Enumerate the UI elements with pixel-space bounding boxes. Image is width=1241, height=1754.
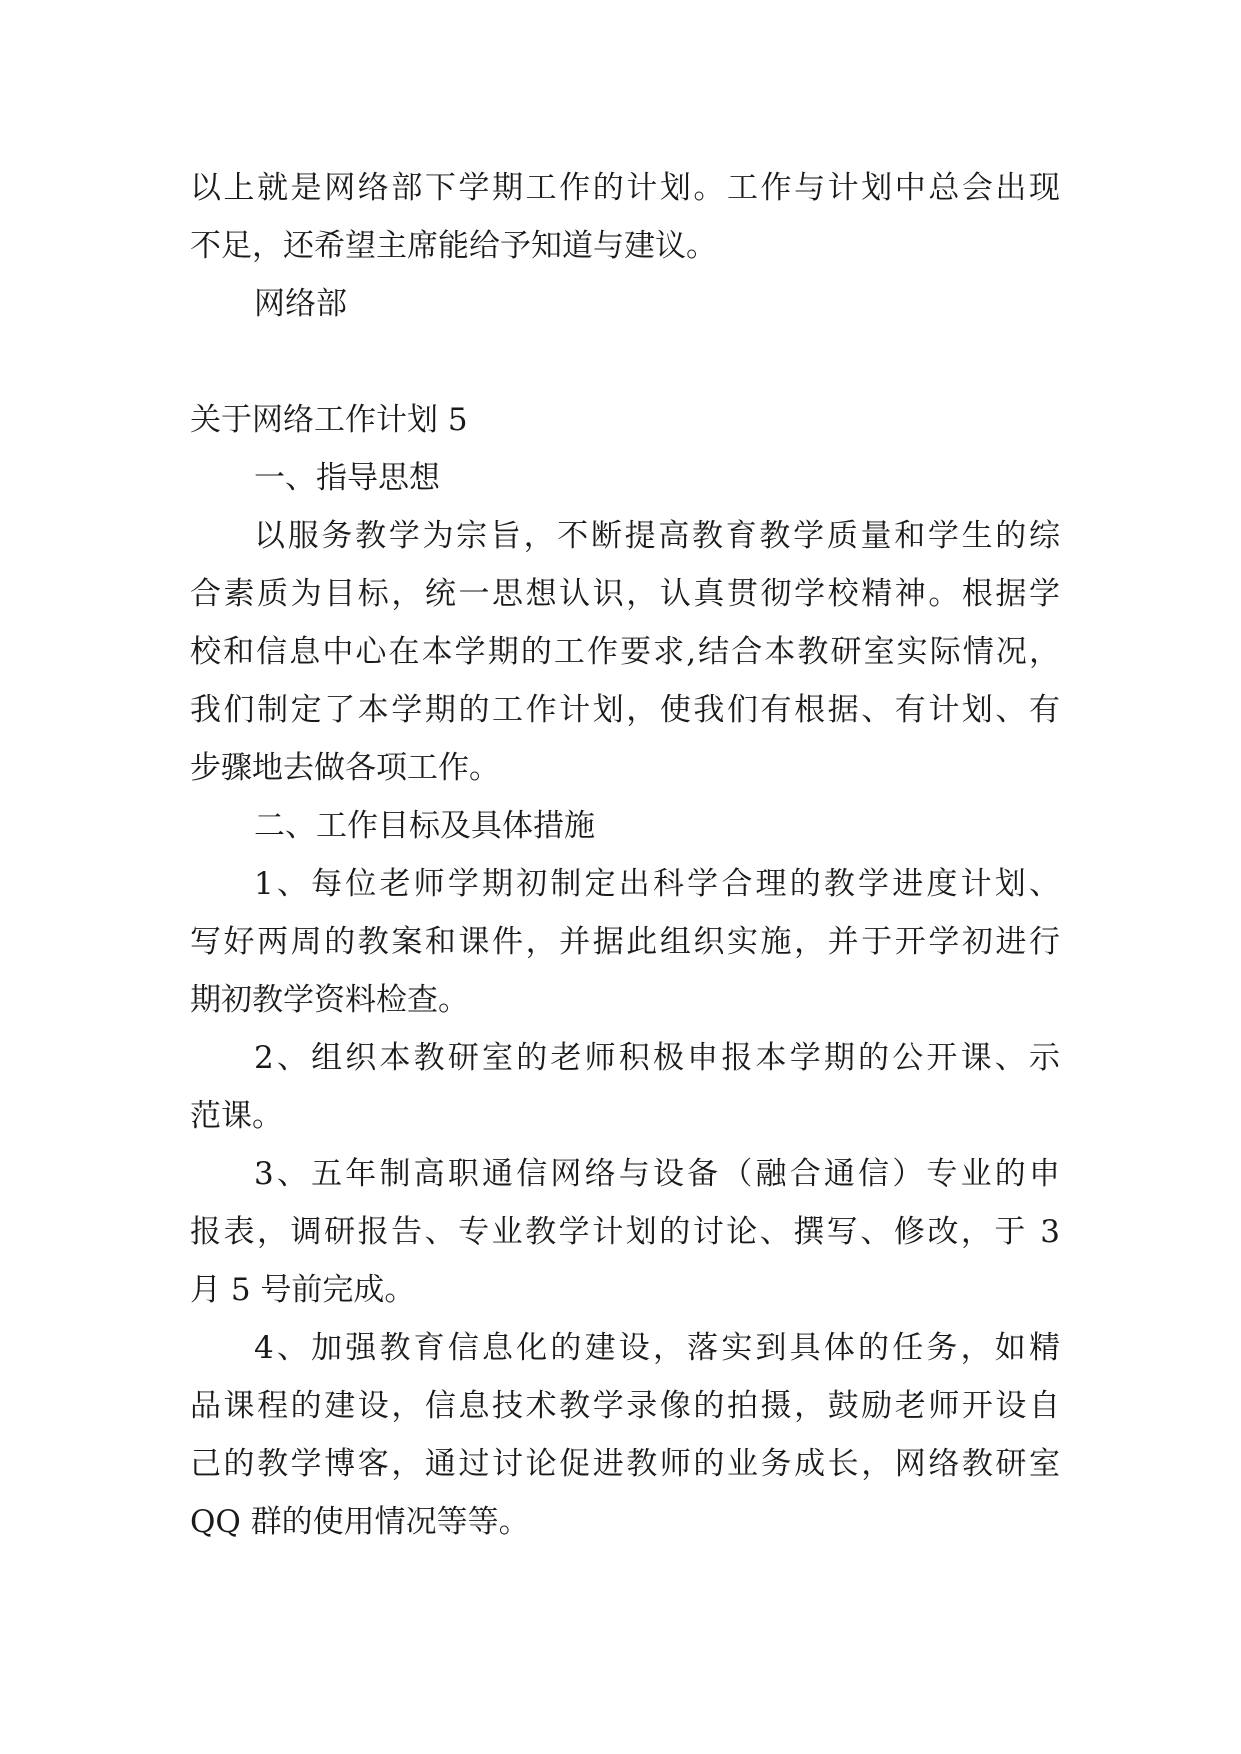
text-line: 期初教学资料检查。 (190, 982, 469, 1018)
text-line: 己的教学博客，通过讨论促进教师的业务成长，网络教研室 (190, 1446, 1060, 1482)
text-line: 月 5 号前完成。 (190, 1272, 416, 1308)
text-line: 2、组织本教研室的老师积极申报本学期的公开课、示 (254, 1040, 1060, 1076)
text-line: 3、五年制高职通信网络与设备（融合通信）专业的申 (254, 1156, 1060, 1192)
text-line: 报表，调研报告、专业教学计划的讨论、撰写、修改，于 3 (190, 1214, 1060, 1250)
text-line: 合素质为目标，统一思想认识，认真贯彻学校精神。根据学 (190, 576, 1060, 612)
signature-line: 网络部 (254, 286, 347, 322)
text-line: 4、加强教育信息化的建设，落实到具体的任务，如精 (254, 1330, 1060, 1366)
text-line: 1、每位老师学期初制定出科学合理的教学进度计划、 (254, 866, 1060, 902)
heading-line: 二、工作目标及具体措施 (254, 808, 595, 844)
text-line: 品课程的建设，信息技术教学录像的拍摄，鼓励老师开设自 (190, 1388, 1060, 1424)
text-line: 以上就是网络部下学期工作的计划。工作与计划中总会出现 (190, 170, 1060, 206)
text-line: 写好两周的教案和课件，并据此组织实施，并于开学初进行 (190, 924, 1060, 960)
text-line: 不足，还希望主席能给予知道与建议。 (190, 228, 717, 264)
text-line: 我们制定了本学期的工作计划，使我们有根据、有计划、有 (190, 692, 1060, 728)
heading-line: 一、指导思想 (254, 460, 440, 496)
text-line: 步骤地去做各项工作。 (190, 750, 500, 786)
text-line: QQ 群的使用情况等等。 (190, 1504, 530, 1540)
text-line: 校和信息中心在本学期的工作要求,结合本教研室实际情况， (190, 634, 1060, 670)
text-line: 以服务教学为宗旨，不断提高教育教学质量和学生的综 (254, 518, 1060, 554)
text-line: 范课。 (190, 1098, 283, 1134)
section-title: 关于网络工作计划 5 (190, 402, 468, 438)
